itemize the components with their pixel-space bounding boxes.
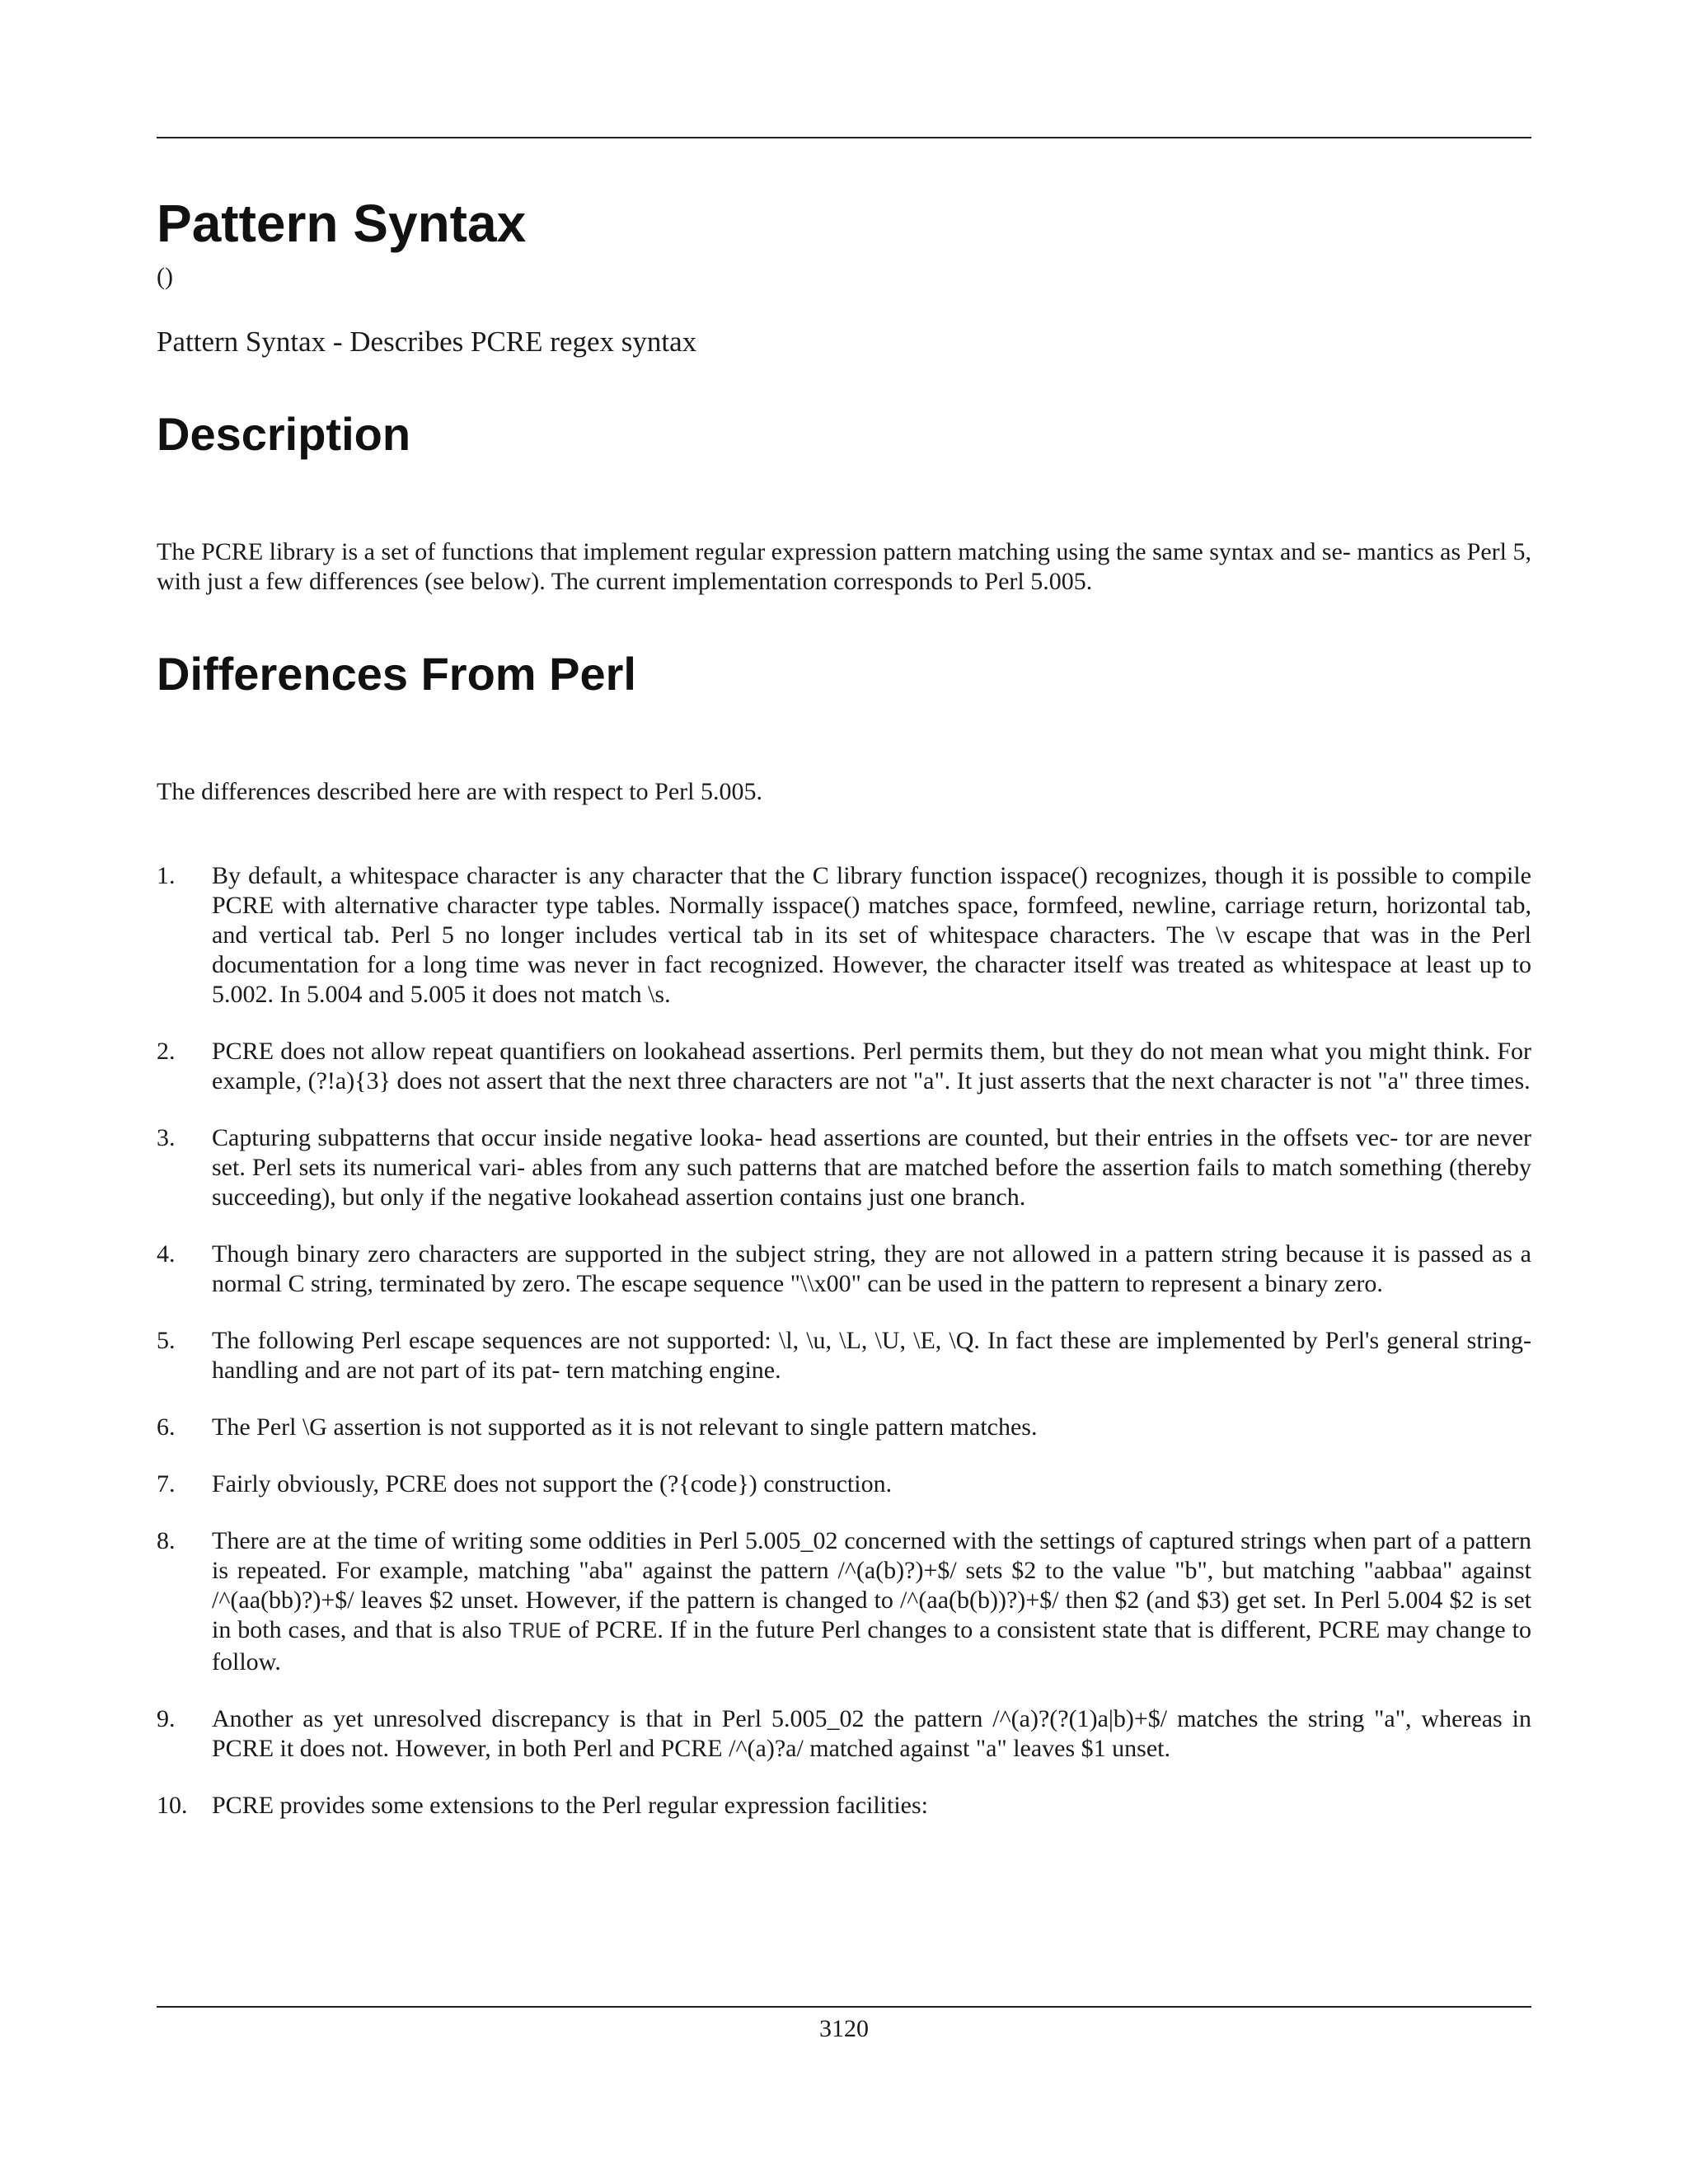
list-number: 5.	[157, 1327, 176, 1354]
list-item-text: By default, a whitespace character is any character that the C library function isspace() recognizes, though it is possible to compile PCRE with alternative character type tables. Normally isspace() matches space, formfeed, newline, carriage return, horizontal tab, and vertical tab. Perl 5 no longer includes vertical tab in its set of whitespace characters. The \v escape that was in the Perl documentation for a long time was never in fact recognized. However, the character itself was treated as whitespace at least up to 5.002. In 5.004 and 5.005 it does not match \s.	[212, 862, 1531, 1008]
list-number: 3.	[157, 1124, 176, 1151]
list-item-text: Though binary zero characters are supported in the subject string, they are not allowed in a pattern string because it is passed as a normal C string, terminated by zero. The escape sequence "\\x00" can be used in the pattern to represent a binary zero.	[212, 1240, 1531, 1297]
function-parens: ()	[157, 263, 173, 290]
page-number: 3120	[819, 2015, 869, 2042]
section-heading-description: Description	[157, 408, 411, 460]
list-item-text: PCRE provides some extensions to the Perl regular expression facilities:	[212, 1792, 929, 1819]
list-number: 1.	[157, 862, 176, 889]
list-item-text: Capturing subpatterns that occur inside negative looka- head assertions are counted, but their entries in the offsets vec- tor are never set. Perl sets its numerical vari- ables from any such patterns that are matched before the assertion fails to match something (thereby succeeding), but only if the negative lookahead assertion contains just one branch.	[212, 1124, 1531, 1211]
list-item-text: Fairly obviously, PCRE does not support the (?{code}) construction.	[212, 1470, 893, 1497]
list-item	[157, 1413, 1531, 1442]
differences-intro: The differences described here are with respect to Perl 5.005.	[157, 778, 762, 805]
list-item	[157, 1469, 1531, 1499]
list-item	[157, 1704, 1531, 1764]
list-number: 8.	[157, 1527, 176, 1554]
list-item	[157, 1123, 1531, 1212]
section-heading-differences: Differences From Perl	[157, 648, 636, 700]
list-item-text: The following Perl escape sequences are not supported: \l, \u, \L, \U, \E, \Q. In fact these are implemented by Perl's general string-handling and are not part of its pat- tern matching engine.	[212, 1327, 1531, 1384]
list-item-text: Another as yet unresolved discrepancy is that in Perl 5.005_02 the pattern /^(a)?(?(1)a|b)+$/ matches the string "a", whereas in PCRE it does not. However, in both Perl and PCRE /^(a)?a/ matched against "a" leaves $1 unset.	[212, 1705, 1531, 1762]
list-number: 6.	[157, 1413, 176, 1441]
list-number: 4.	[157, 1240, 176, 1268]
list-item-text: There are at the time of writing some oddities in Perl 5.005_02 concerned with the settings of captured strings when part of a pattern is repeated. For example, matching "aba" against the pattern /^(a(b)?)+$/ sets $2 to the value "b", but matching "aabbaa" against /^(aa(bb)?)+$/ leaves $2 unset. However, if the pattern is changed to /^(aa(b(b))?)+$/ then $2 (and $3) get set. In Perl 5.004 $2 is set in both cases, and that is also	[212, 1527, 1531, 1643]
list-item	[157, 1526, 1531, 1677]
refpurpose: Pattern Syntax - Describes PCRE regex syntax	[157, 326, 697, 358]
list-item-text: PCRE does not allow repeat quantifiers on lookahead assertions. Perl permits them, but they do not mean what you might think. For example, (?!a){3} does not assert that the next three characters are not "a". It just asserts that the next character is not "a" three times.	[212, 1038, 1531, 1094]
list-item	[157, 861, 1531, 1010]
top-rule	[157, 137, 1531, 138]
list-item	[157, 1037, 1531, 1096]
description-paragraph: The PCRE library is a set of functions that implement regular expression pattern matching using the same syntax and se- mantics as Perl 5, with just a few differences (see below). The current implementation corresponds to Perl 5.005.	[157, 538, 1531, 595]
list-item	[157, 1791, 1531, 1821]
differences-list	[157, 861, 1531, 1848]
list-item	[157, 1240, 1531, 1299]
list-item	[157, 1326, 1531, 1385]
list-item-text: of PCRE. If in the future Perl changes to a consistent state that is different, PCRE may change to follow.	[212, 1616, 1531, 1675]
list-number: 9.	[157, 1705, 176, 1732]
code-literal: TRUE	[508, 1620, 562, 1645]
page-title: Pattern Syntax	[157, 194, 527, 253]
list-number: 2.	[157, 1038, 176, 1065]
list-item-text: The Perl \G assertion is not supported as it is not relevant to single pattern matches.	[212, 1413, 1038, 1441]
list-number: 7.	[157, 1470, 176, 1497]
list-number: 10.	[157, 1792, 188, 1819]
